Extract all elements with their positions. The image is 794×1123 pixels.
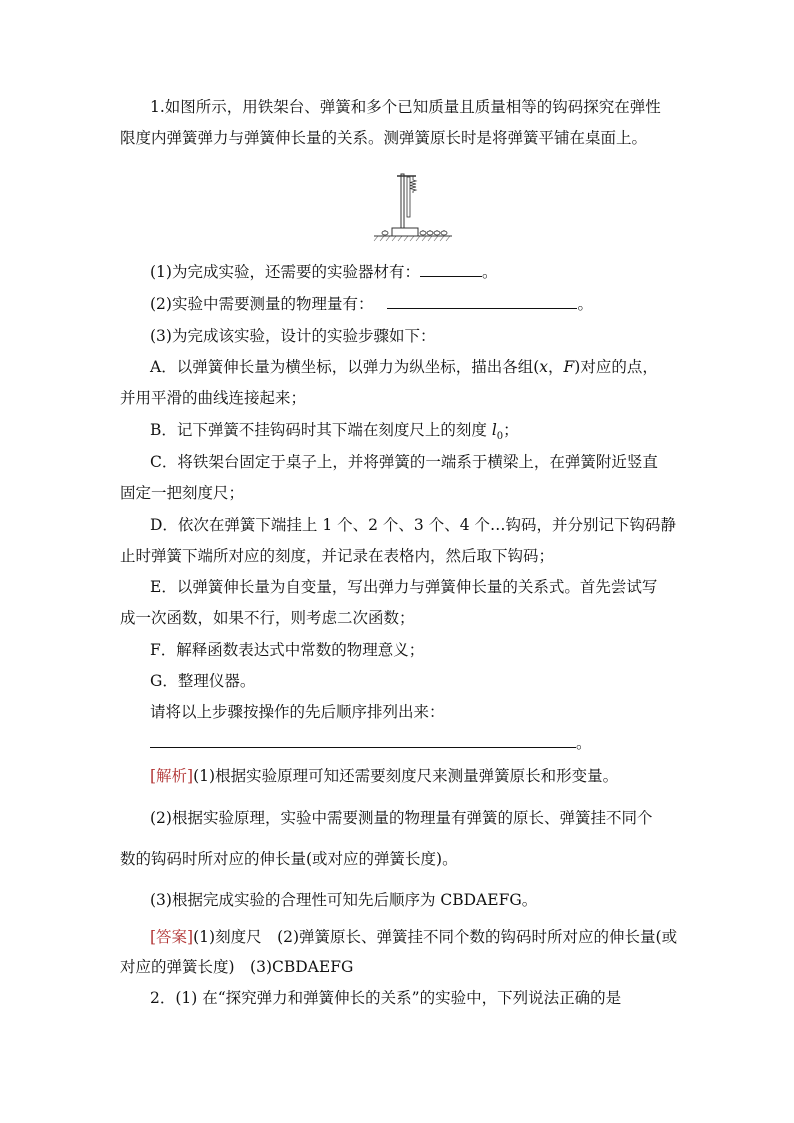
analysis-line-2: (2)根据实验原理，实验中需要测量的物理量有弹簧的原长、弹簧挂不同个 [150,809,653,827]
spring-apparatus-figure [372,170,454,244]
q1-part-2: (2)实验中需要测量的物理量有： 。 [150,295,593,313]
q1-part-3: (3)为完成该实验，设计的实验步骤如下： [150,327,436,345]
step-c-line-1: C．将铁架台固定于桌子上，并将弹簧的一端系于横梁上，在弹簧附近竖直 [150,453,658,471]
q1-intro-line-1: 1.如图所示，用铁架台、弹簧和多个已知质量且质量相等的钩码探究在弹性 [150,98,661,116]
q1-part-1: (1)为完成实验，还需要的实验器材有： 。 [150,263,498,281]
answer-blank-1[interactable] [420,262,482,277]
analysis-line-4: (3)根据完成实验的合理性可知先后顺序为 CBDAEFG。 [150,891,538,909]
step-e-line-2: 成一次函数，如果不行，则考虑二次函数； [120,609,415,627]
analysis-line-1: [解析](1)根据实验原理可知还需要刻度尺来测量弹簧原长和形变量。 [150,767,619,785]
analysis-tag: [解析] [150,767,194,785]
step-f: F．解释函数表达式中常数的物理意义； [150,641,425,659]
answer-blank-2[interactable] [387,294,577,309]
step-d-line-2: 止时弹簧下端所对应的刻度，并记录在表格内，然后取下钩码； [120,547,555,565]
step-g: G．整理仪器。 [150,672,256,690]
q1-intro-line-2: 限度内弹簧弹力与弹簧伸长量的关系。测弹簧原长时是将弹簧平铺在桌面上。 [120,129,648,147]
step-a-line-2: 并用平滑的曲线连接起来； [120,389,307,407]
answer-line-2: 对应的弹簧长度) (3)CBDAEFG [120,958,354,976]
step-d-line-1: D．依次在弹簧下端挂上 1 个、2 个、3 个、4 个…钩码，并分别记下钩码静 [150,516,677,534]
order-answer-line: 。 [150,733,592,753]
answer-tag: [答案] [150,928,194,946]
step-a-line-1: A．以弹簧伸长量为横坐标，以弹力为纵坐标，描出各组(x，F)对应的点， [150,358,658,376]
step-b: B．记下弹簧不挂钩码时其下端在刻度尺上的刻度 $l_0$； [150,421,519,443]
answer-blank-3[interactable] [150,733,576,748]
answer-line-1: [答案](1)刻度尺 (2)弹簧原长、弹簧挂不同个数的钩码时所对应的伸长量(或 [150,928,678,946]
analysis-line-3: 数的钩码时所对应的伸长量(或对应的弹簧长度)。 [120,850,458,868]
step-e-line-1: E．以弹簧伸长量为自变量，写出弹力与弹簧伸长量的关系式。首先尝试写 [150,578,658,596]
step-c-line-2: 固定一把刻度尺； [120,484,245,502]
q2-line-1: 2．(1) 在“探究弹力和弹簧伸长的关系”的实验中，下列说法正确的是 [150,989,622,1007]
order-prompt: 请将以上步骤按操作的先后顺序排列出来： [150,703,445,721]
